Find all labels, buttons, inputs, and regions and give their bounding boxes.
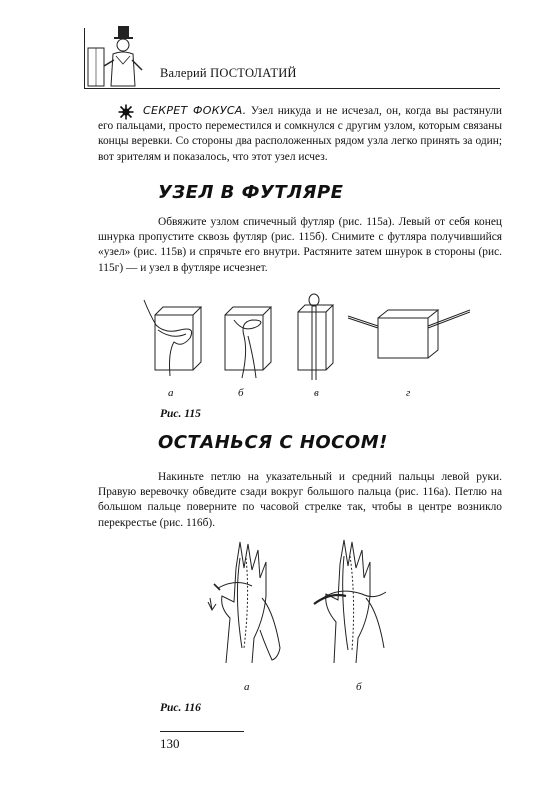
header-vertical-rule [84, 28, 85, 89]
section1-paragraph: Обвяжите узлом спичечный футляр (рис. 115а). Левый от себя конец шнурка пропустите сквозь футляр (рис. 115б). Снимите с футляра получившийся «узел» (рис. 115в) и спрячьте его внутри. Растяните затем шнурок в стороны (рис. 115г) — и узел в футляре исчезнет. [98, 216, 502, 274]
secret-label: СЕКРЕТ ФОКУСА. [143, 104, 247, 117]
magician-illustration [86, 20, 148, 90]
figure-116-caption: Рис. 116 [160, 702, 201, 714]
section2-paragraph: Накиньте петлю на указательный и средний пальцы левой руки. Правую веревочку обведите сзади вокруг большого пальца (рис. 116а). Петлю на большом пальце поверните по часовой стрелке так, чтобы в центре возникло перекрестье (рис. 116б). [98, 471, 502, 529]
figure-115-matchbox-knots [130, 290, 470, 385]
figure-label-115a: а [168, 387, 174, 399]
section-title-left-with-nose: ОСТАНЬСЯ С НОСОМ! [158, 432, 388, 453]
figure-115-caption: Рис. 115 [160, 408, 201, 420]
page-number: 130 [160, 736, 180, 751]
figure-label-115v: в [314, 387, 319, 399]
header-rule [84, 88, 500, 89]
figure-label-116b: б [356, 681, 362, 693]
running-head: Валерий ПОСТОЛАТИЙ [160, 66, 297, 80]
secret-text: Узел никуда и не исчезал, он, когда вы растянули его пальцами, просто переместился и сомкнулся с другим узлом, которым связаны концы веревки. Со стороны два расположенных рядом узла легко принять за один; вот зрителям и показалось, что этот узел исчез. [98, 105, 502, 163]
footer-rule [160, 731, 244, 732]
secret-paragraph [98, 103, 502, 165]
figure-label-116a: а [244, 681, 250, 693]
figure-116-hands-string [206, 538, 396, 673]
figure-label-115b: б [238, 387, 244, 399]
section-title-knot-in-case: УЗЕЛ В ФУТЛЯРЕ [158, 182, 344, 203]
figure-label-115g: г [406, 387, 411, 399]
